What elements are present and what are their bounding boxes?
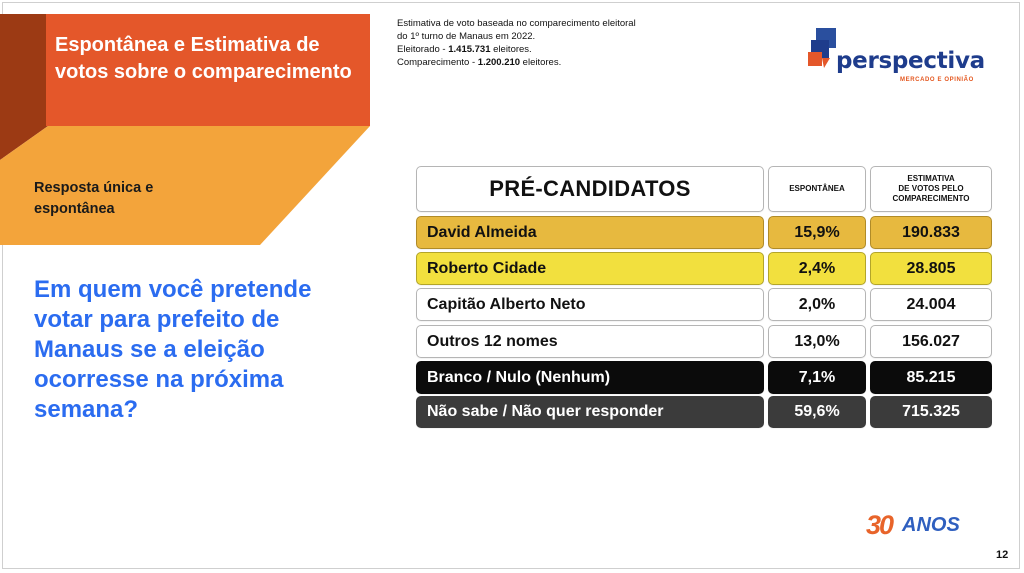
logo-wordmark: perspectiva <box>836 48 985 74</box>
row-name-capitao-alberto-neto: Capitão Alberto Neto <box>416 288 764 321</box>
page-number: 12 <box>996 549 1009 561</box>
perspectiva-logo <box>808 24 988 88</box>
row-spontaneous-branco-nulo: 7,1% <box>768 361 866 394</box>
row-spontaneous-outros: 13,0% <box>768 325 866 358</box>
electorate-suffix: eleitores. <box>490 44 532 55</box>
turnout-label: Comparecimento - <box>397 57 478 68</box>
row-estimate-capitao-alberto-neto: 24.004 <box>870 288 992 321</box>
note-line-2: do 1º turno de Manaus em 2022. <box>397 31 536 42</box>
banner-title: Espontânea e Estimativa de votos sobre o comparecimento <box>55 34 352 83</box>
electorate-value: 1.415.731 <box>448 44 491 55</box>
survey-question: Em quem você pretende votar para prefeito de Manaus se a eleição ocorresse na próxima semana? <box>34 276 312 423</box>
badge-word: ANOS <box>902 514 960 536</box>
row-estimate-branco-nulo: 85.215 <box>870 361 992 394</box>
row-estimate-roberto-cidade: 28.805 <box>870 252 992 285</box>
header-estimate-line-2: DE VOTOS PELO <box>898 184 964 193</box>
methodology-note <box>397 17 687 69</box>
row-estimate-outros: 156.027 <box>870 325 992 358</box>
header-estimate <box>870 166 992 212</box>
badge-number: 30 <box>866 510 893 540</box>
header-estimate-line-1: ESTIMATIVA <box>907 174 955 183</box>
note-electorate <box>397 43 687 56</box>
header-candidates-label: PRÉ-CANDIDATOS <box>489 176 691 201</box>
row-estimate-david-almeida: 190.833 <box>870 216 992 249</box>
electorate-label: Eleitorado - <box>397 44 449 55</box>
row-spontaneous-roberto-cidade: 2,4% <box>768 252 866 285</box>
header-estimate-line-3: COMPARECIMENTO <box>892 194 970 203</box>
header-spontaneous-label: ESPONTÂNEA <box>789 184 845 193</box>
header-candidates <box>416 166 764 212</box>
row-estimate-nao-sabe: 715.325 <box>870 396 992 428</box>
row-name-nao-sabe: Não sabe / Não quer responder <box>416 396 764 428</box>
row-spontaneous-capitao-alberto-neto: 2,0% <box>768 288 866 321</box>
turnout-value: 1.200.210 <box>477 57 521 68</box>
30-anos-badge <box>862 510 982 544</box>
header-spontaneous <box>768 166 866 212</box>
row-name-roberto-cidade: Roberto Cidade <box>416 252 764 285</box>
logo-tagline: MERCADO E OPINIÃO <box>900 77 974 83</box>
turnout-suffix: eleitores. <box>520 57 562 68</box>
row-name-branco-nulo: Branco / Nulo (Nenhum) <box>416 361 764 394</box>
row-spontaneous-nao-sabe: 59,6% <box>768 396 866 428</box>
row-spontaneous-david-almeida: 15,9% <box>768 216 866 249</box>
note-turnout <box>397 56 687 69</box>
note-line-1: Estimativa de voto baseada no comparecimento eleitoral <box>397 18 636 29</box>
banner-subtitle: Resposta única e espontânea <box>34 180 154 217</box>
row-name-david-almeida: David Almeida <box>416 216 764 249</box>
row-name-outros: Outros 12 nomes <box>416 325 764 358</box>
